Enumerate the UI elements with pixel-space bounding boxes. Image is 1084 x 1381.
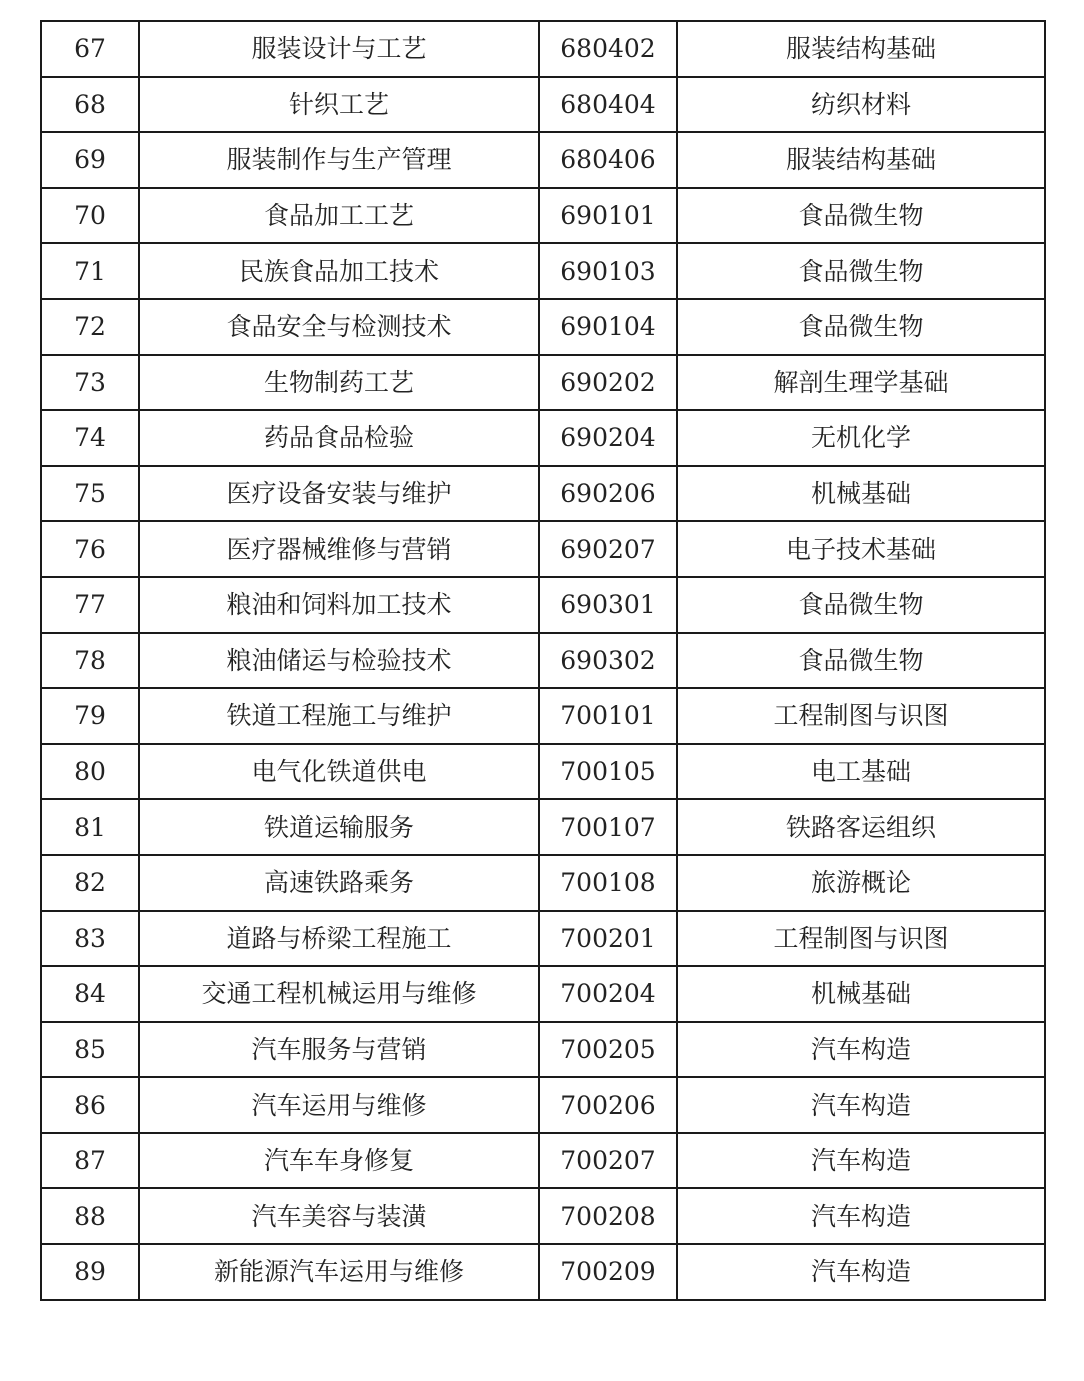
major-code-cell: 700201 bbox=[539, 911, 677, 967]
table-row bbox=[41, 1133, 1045, 1189]
table-row bbox=[41, 1244, 1045, 1300]
row-number-cell: 75 bbox=[41, 466, 139, 522]
major-name-cell: 汽车运用与维修 bbox=[139, 1077, 539, 1133]
major-code-cell: 690103 bbox=[539, 243, 677, 299]
row-number-cell: 72 bbox=[41, 299, 139, 355]
major-name-cell: 铁道工程施工与维护 bbox=[139, 688, 539, 744]
row-number-cell: 68 bbox=[41, 77, 139, 133]
table-row bbox=[41, 966, 1045, 1022]
major-code-cell: 700205 bbox=[539, 1022, 677, 1078]
course-name-cell: 机械基础 bbox=[677, 966, 1045, 1022]
course-name-cell: 电子技术基础 bbox=[677, 521, 1045, 577]
table-row bbox=[41, 243, 1045, 299]
table-row bbox=[41, 1077, 1045, 1133]
major-name-cell: 汽车美容与装潢 bbox=[139, 1188, 539, 1244]
major-name-cell: 针织工艺 bbox=[139, 77, 539, 133]
row-number-cell: 78 bbox=[41, 633, 139, 689]
table-row bbox=[41, 77, 1045, 133]
course-name-cell: 汽车构造 bbox=[677, 1133, 1045, 1189]
major-code-cell: 680404 bbox=[539, 77, 677, 133]
table-row bbox=[41, 911, 1045, 967]
major-name-cell: 食品安全与检测技术 bbox=[139, 299, 539, 355]
major-name-cell: 电气化铁道供电 bbox=[139, 744, 539, 800]
table-row bbox=[41, 799, 1045, 855]
course-name-cell: 铁路客运组织 bbox=[677, 799, 1045, 855]
row-number-cell: 76 bbox=[41, 521, 139, 577]
course-name-cell: 汽车构造 bbox=[677, 1077, 1045, 1133]
major-name-cell: 生物制药工艺 bbox=[139, 355, 539, 411]
table-row bbox=[41, 132, 1045, 188]
major-code-cell: 700207 bbox=[539, 1133, 677, 1189]
row-number-cell: 77 bbox=[41, 577, 139, 633]
major-code-cell: 690206 bbox=[539, 466, 677, 522]
major-name-cell: 食品加工工艺 bbox=[139, 188, 539, 244]
course-name-cell: 纺织材料 bbox=[677, 77, 1045, 133]
major-code-cell: 690104 bbox=[539, 299, 677, 355]
major-name-cell: 道路与桥梁工程施工 bbox=[139, 911, 539, 967]
major-name-cell: 粮油和饲料加工技术 bbox=[139, 577, 539, 633]
major-name-cell: 服装制作与生产管理 bbox=[139, 132, 539, 188]
row-number-cell: 89 bbox=[41, 1244, 139, 1300]
table-row bbox=[41, 410, 1045, 466]
row-number-cell: 73 bbox=[41, 355, 139, 411]
table-row bbox=[41, 855, 1045, 911]
course-name-cell: 食品微生物 bbox=[677, 243, 1045, 299]
major-code-cell: 700209 bbox=[539, 1244, 677, 1300]
row-number-cell: 84 bbox=[41, 966, 139, 1022]
major-name-cell: 汽车车身修复 bbox=[139, 1133, 539, 1189]
table-row bbox=[41, 688, 1045, 744]
table-row bbox=[41, 21, 1045, 77]
row-number-cell: 80 bbox=[41, 744, 139, 800]
major-name-cell: 新能源汽车运用与维修 bbox=[139, 1244, 539, 1300]
major-code-cell: 680406 bbox=[539, 132, 677, 188]
major-course-table bbox=[40, 20, 1046, 1301]
table-row bbox=[41, 188, 1045, 244]
major-name-cell: 铁道运输服务 bbox=[139, 799, 539, 855]
course-name-cell: 服装结构基础 bbox=[677, 21, 1045, 77]
course-name-cell: 机械基础 bbox=[677, 466, 1045, 522]
row-number-cell: 74 bbox=[41, 410, 139, 466]
table-row bbox=[41, 633, 1045, 689]
course-name-cell: 食品微生物 bbox=[677, 577, 1045, 633]
major-name-cell: 汽车服务与营销 bbox=[139, 1022, 539, 1078]
major-code-cell: 690302 bbox=[539, 633, 677, 689]
course-name-cell: 无机化学 bbox=[677, 410, 1045, 466]
row-number-cell: 83 bbox=[41, 911, 139, 967]
course-name-cell: 汽车构造 bbox=[677, 1188, 1045, 1244]
course-name-cell: 食品微生物 bbox=[677, 633, 1045, 689]
major-name-cell: 医疗设备安装与维护 bbox=[139, 466, 539, 522]
major-code-cell: 690204 bbox=[539, 410, 677, 466]
course-name-cell: 食品微生物 bbox=[677, 188, 1045, 244]
course-name-cell: 服装结构基础 bbox=[677, 132, 1045, 188]
course-name-cell: 汽车构造 bbox=[677, 1022, 1045, 1078]
table-row bbox=[41, 577, 1045, 633]
major-name-cell: 药品食品检验 bbox=[139, 410, 539, 466]
table-row bbox=[41, 1022, 1045, 1078]
row-number-cell: 70 bbox=[41, 188, 139, 244]
course-name-cell: 电工基础 bbox=[677, 744, 1045, 800]
course-name-cell: 工程制图与识图 bbox=[677, 688, 1045, 744]
row-number-cell: 71 bbox=[41, 243, 139, 299]
major-code-cell: 690301 bbox=[539, 577, 677, 633]
major-code-cell: 700105 bbox=[539, 744, 677, 800]
row-number-cell: 82 bbox=[41, 855, 139, 911]
table-row bbox=[41, 466, 1045, 522]
major-name-cell: 交通工程机械运用与维修 bbox=[139, 966, 539, 1022]
row-number-cell: 69 bbox=[41, 132, 139, 188]
table-row bbox=[41, 744, 1045, 800]
table-row bbox=[41, 521, 1045, 577]
course-name-cell: 汽车构造 bbox=[677, 1244, 1045, 1300]
major-code-cell: 700101 bbox=[539, 688, 677, 744]
major-code-cell: 700208 bbox=[539, 1188, 677, 1244]
major-code-cell: 700204 bbox=[539, 966, 677, 1022]
course-name-cell: 解剖生理学基础 bbox=[677, 355, 1045, 411]
major-code-cell: 700107 bbox=[539, 799, 677, 855]
row-number-cell: 79 bbox=[41, 688, 139, 744]
course-name-cell: 食品微生物 bbox=[677, 299, 1045, 355]
table-body bbox=[41, 21, 1045, 1300]
major-code-cell: 690207 bbox=[539, 521, 677, 577]
row-number-cell: 88 bbox=[41, 1188, 139, 1244]
major-code-cell: 700108 bbox=[539, 855, 677, 911]
major-code-cell: 680402 bbox=[539, 21, 677, 77]
row-number-cell: 81 bbox=[41, 799, 139, 855]
major-code-cell: 700206 bbox=[539, 1077, 677, 1133]
major-name-cell: 医疗器械维修与营销 bbox=[139, 521, 539, 577]
major-name-cell: 粮油储运与检验技术 bbox=[139, 633, 539, 689]
major-name-cell: 服装设计与工艺 bbox=[139, 21, 539, 77]
course-name-cell: 工程制图与识图 bbox=[677, 911, 1045, 967]
major-code-cell: 690101 bbox=[539, 188, 677, 244]
table-row bbox=[41, 1188, 1045, 1244]
table-row bbox=[41, 299, 1045, 355]
row-number-cell: 86 bbox=[41, 1077, 139, 1133]
major-name-cell: 民族食品加工技术 bbox=[139, 243, 539, 299]
row-number-cell: 87 bbox=[41, 1133, 139, 1189]
table-row bbox=[41, 355, 1045, 411]
row-number-cell: 85 bbox=[41, 1022, 139, 1078]
major-name-cell: 高速铁路乘务 bbox=[139, 855, 539, 911]
course-name-cell: 旅游概论 bbox=[677, 855, 1045, 911]
row-number-cell: 67 bbox=[41, 21, 139, 77]
major-code-cell: 690202 bbox=[539, 355, 677, 411]
